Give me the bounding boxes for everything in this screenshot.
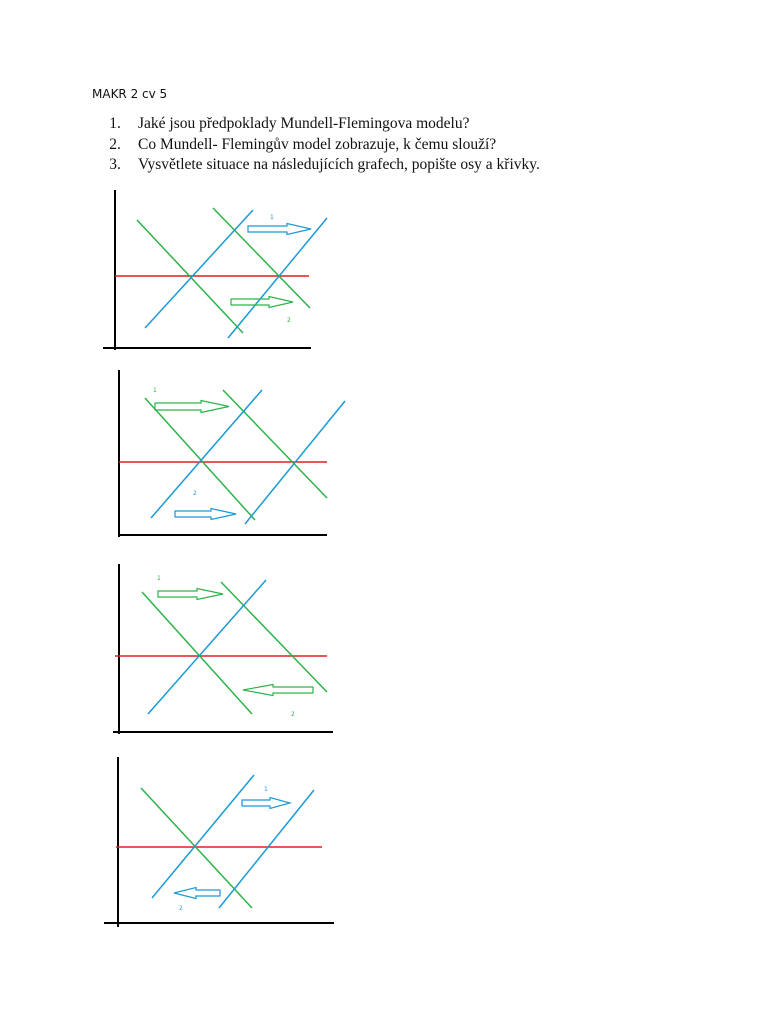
question-text: Co Mundell- Flemingův model zobrazuje, k čemu slouží? xyxy=(138,135,497,153)
blue-curve-2 xyxy=(219,790,314,908)
arrow-2-label: 2 xyxy=(287,317,291,324)
arrow-right-icon xyxy=(158,589,223,600)
blue-curve-1 xyxy=(152,775,254,898)
blue-curve-1 xyxy=(148,580,266,714)
question-text: Vysvětlete situace na následujících grafech, popište osy a křivky. xyxy=(138,156,540,173)
arrow-right-icon xyxy=(242,798,290,809)
arrow-right-icon xyxy=(155,401,229,413)
arrow-2-label: 2 xyxy=(179,905,183,912)
arrow-1-label: 1 xyxy=(264,786,268,793)
blue-curve-1 xyxy=(145,210,253,328)
figure-3 xyxy=(105,562,350,737)
question-item xyxy=(92,135,540,156)
figure-1-graph xyxy=(95,188,335,353)
question-number: 2. xyxy=(109,135,121,153)
arrow-right-icon xyxy=(231,297,293,308)
blue-curve-1 xyxy=(151,390,262,518)
question-number: 3. xyxy=(109,156,121,173)
green-curve-1 xyxy=(142,592,252,714)
document-header: MAKR 2 cv 5 xyxy=(92,87,168,101)
arrow-left-icon xyxy=(243,685,313,696)
figure-2 xyxy=(105,368,355,540)
figure-4-graph xyxy=(104,755,344,930)
question-item xyxy=(92,155,540,176)
green-curve-2 xyxy=(223,390,327,498)
figure-1 xyxy=(95,188,335,353)
arrow-1-label: 1 xyxy=(270,214,274,221)
green-curve-2 xyxy=(213,208,310,308)
question-list xyxy=(92,114,540,176)
arrow-1-label: 1 xyxy=(153,387,157,394)
figure-2-graph xyxy=(105,368,355,540)
arrow-2-label: 2 xyxy=(291,711,295,718)
arrow-right-icon xyxy=(175,509,236,520)
arrow-1-label: 1 xyxy=(157,575,161,582)
arrow-right-icon xyxy=(248,224,311,235)
question-item xyxy=(92,114,540,135)
green-curve-2 xyxy=(221,582,327,692)
arrow-left-icon xyxy=(174,888,220,899)
figure-3-graph xyxy=(105,562,350,737)
blue-curve-2 xyxy=(228,218,327,338)
figure-4 xyxy=(104,755,344,930)
question-text: Jaké jsou předpoklady Mundell-Flemingova modelu? xyxy=(138,115,470,132)
question-number: 1. xyxy=(109,115,121,132)
arrow-2-label: 2 xyxy=(193,490,197,497)
